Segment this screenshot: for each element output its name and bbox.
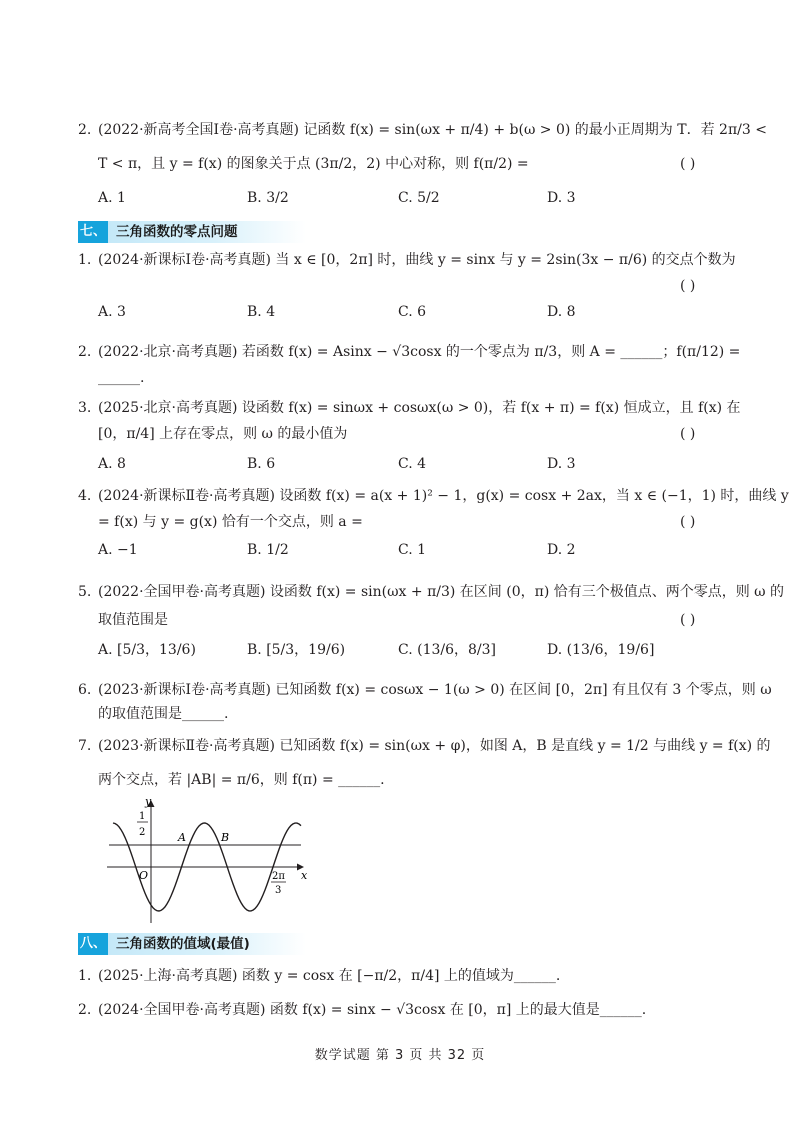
option-c: C. 6 (398, 304, 427, 320)
question-number: 2. (78, 122, 92, 138)
sine-curve-figure (105, 795, 310, 925)
option-a: A. [5/3，13/6) (98, 642, 196, 658)
section-header (78, 221, 306, 243)
question-text: [0，π/4] 上存在零点，则 ω 的最小值为 (98, 426, 348, 442)
point-a-label: A (178, 831, 186, 844)
origin-label: O (139, 869, 149, 882)
option-a: A. 1 (98, 190, 126, 206)
half-numerator: 1 (139, 811, 146, 822)
option-d: D. (13/6，19/6] (547, 642, 655, 658)
question-number: 2. (78, 344, 92, 360)
question-number: 6. (78, 682, 92, 698)
question-number: 3. (78, 400, 92, 416)
x-axis-label: x (301, 869, 308, 882)
question-text: (2023·新课标Ⅰ卷·高考真题) 已知函数 f(x) = cosωx − 1(ω > 0) 在区间 [0，2π] 有且仅有 3 个零点，则 ω (98, 682, 772, 698)
answer-parens: ( ) (680, 278, 696, 294)
page-footer: 数学试题 第 3 页 共 32 页 (314, 1048, 486, 1063)
tick-denominator: 3 (275, 885, 282, 896)
question-number: 1. (78, 968, 92, 984)
option-d: D. 3 (547, 190, 576, 206)
question-text: (2024·新课标Ⅰ卷·高考真题) 当 x ∈ [0，2π] 时，曲线 y = sinx 与 y = 2sin(3x − π/6) 的交点个数为 (98, 252, 736, 268)
question-text: (2022·北京·高考真题) 若函数 f(x) = Asinx − √3cosx 的一个零点为 π/3，则 A = ______；f(π/12) = (98, 344, 741, 360)
option-b: B. 3/2 (247, 190, 289, 206)
option-a: A. 8 (98, 456, 126, 472)
answer-parens: ( ) (680, 156, 696, 172)
question-text: 的取值范围是______. (98, 706, 229, 722)
section-title: 三角函数的值域(最值) (116, 936, 250, 952)
question-number: 4. (78, 488, 92, 504)
question-number: 1. (78, 252, 92, 268)
option-b: B. 6 (247, 456, 276, 472)
question-text: ______. (98, 370, 145, 386)
question-text: 取值范围是 (98, 612, 168, 628)
y-axis-label: y (145, 795, 152, 808)
question-text: 两个交点，若 |AB| = π/6，则 f(π) = ______. (98, 772, 385, 788)
option-d: D. 8 (547, 304, 576, 320)
question-number: 7. (78, 738, 92, 754)
option-c: C. (13/6，8/3] (398, 642, 497, 658)
question-text: T < π，且 y = f(x) 的图象关于点 (3π/2，2) 中心对称，则 f(π/2) = (98, 156, 529, 172)
option-d: D. 3 (547, 456, 576, 472)
question-text: (2025·上海·高考真题) 函数 y = cosx 在 [−π/2，π/4] 上的值域为______. (98, 968, 561, 984)
section-title: 三角函数的零点问题 (116, 224, 238, 240)
point-b-label: B (221, 831, 230, 844)
question-text: (2022·全国甲卷·高考真题) 设函数 f(x) = sin(ωx + π/3) 在区间 (0，π) 恰有三个极值点、两个零点，则 ω 的 (98, 584, 785, 600)
question-text: (2023·新课标Ⅱ卷·高考真题) 已知函数 f(x) = sin(ωx + φ)，如图 A，B 是直线 y = 1/2 与曲线 y = f(x) 的 (98, 738, 771, 754)
answer-parens: ( ) (680, 514, 696, 530)
option-c: C. 1 (398, 542, 427, 558)
option-a: A. −1 (98, 542, 138, 558)
option-c: C. 4 (398, 456, 427, 472)
question-text: (2025·北京·高考真题) 设函数 f(x) = sinωx + cosωx(ω > 0)，若 f(x + π) = f(x) 恒成立，且 f(x) 在 (98, 400, 741, 416)
tick-numerator: 2π (272, 871, 285, 882)
option-b: B. 1/2 (247, 542, 289, 558)
section-number: 七、 (78, 221, 108, 243)
question-text: (2024·全国甲卷·高考真题) 函数 f(x) = sinx − √3cosx 在 [0，π] 上的最大值是______. (98, 1002, 647, 1018)
question-text: (2022·新高考全国Ⅰ卷·高考真题) 记函数 f(x) = sin(ωx + π/4) + b(ω > 0) 的最小正周期为 T．若 2π/3 < (98, 122, 767, 138)
answer-parens: ( ) (680, 426, 696, 442)
question-number: 5. (78, 584, 92, 600)
option-a: A. 3 (98, 304, 126, 320)
question-text: = f(x) 与 y = g(x) 恰有一个交点，则 a = (98, 514, 363, 530)
section-number: 八、 (78, 933, 108, 955)
option-d: D. 2 (547, 542, 576, 558)
option-c: C. 5/2 (398, 190, 440, 206)
answer-parens: ( ) (680, 612, 696, 628)
option-b: B. 4 (247, 304, 276, 320)
question-number: 2. (78, 1002, 92, 1018)
half-denominator: 2 (139, 827, 146, 838)
option-b: B. [5/3，19/6) (247, 642, 346, 658)
section-header (78, 933, 306, 955)
question-text: (2024·新课标Ⅱ卷·高考真题) 设函数 f(x) = a(x + 1)² − 1，g(x) = cosx + 2ax，当 x ∈ (−1，1) 时，曲线 y (98, 488, 789, 504)
